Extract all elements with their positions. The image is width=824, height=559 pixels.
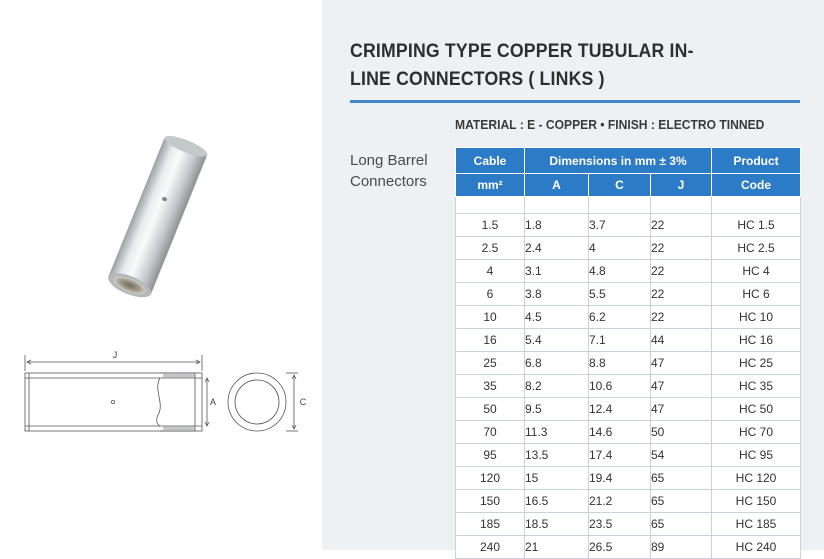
dim-c-cell: 12.4 [589,398,651,421]
dim-c-cell: 14.6 [589,421,651,444]
dim-a-cell: 1.8 [525,214,589,237]
table-row [456,306,801,329]
header-col-a: A [525,174,589,197]
dim-a-cell: 4.5 [525,306,589,329]
table-row [456,214,801,237]
table-row [456,421,801,444]
header-cable: Cable [456,148,525,174]
table-row [456,398,801,421]
dim-a-cell: 21 [525,536,589,559]
page-title [350,38,741,94]
product-code-cell: HC 240 [712,536,801,559]
dim-a-cell: 3.1 [525,260,589,283]
dim-a-cell: 13.5 [525,444,589,467]
material-finish-note: MATERIAL : E - COPPER • FINISH : ELECTRO TINNED [455,117,765,132]
dim-j-cell: 50 [651,421,712,444]
dim-c-cell: 19.4 [589,467,651,490]
dim-j-cell: 89 [651,536,712,559]
header-dimensions: Dimensions in mm ± 3% [525,148,712,174]
cable-size-cell: 35 [456,375,525,398]
dim-c-cell: 17.4 [589,444,651,467]
dim-a-cell: 9.5 [525,398,589,421]
cable-size-cell: 16 [456,329,525,352]
cable-size-cell: 120 [456,467,525,490]
product-code-cell: HC 95 [712,444,801,467]
dim-c-cell: 4 [589,237,651,260]
product-code-cell: HC 70 [712,421,801,444]
product-code-cell: HC 4 [712,260,801,283]
table-row [456,237,801,260]
header-product: Product [712,148,801,174]
table-row [456,490,801,513]
dim-c-cell: 21.2 [589,490,651,513]
dim-j-cell: 22 [651,306,712,329]
product-code-cell: HC 6 [712,283,801,306]
table-row [456,467,801,490]
dim-a-cell: 15 [525,467,589,490]
dim-c-cell: 10.6 [589,375,651,398]
header-code: Code [712,174,801,197]
table-row [456,444,801,467]
product-code-cell: HC 120 [712,467,801,490]
dim-j-cell: 65 [651,490,712,513]
table-row [456,352,801,375]
table-spacer-row [456,197,801,214]
dim-c-cell: 4.8 [589,260,651,283]
label-c: C [299,397,307,407]
table-row [456,260,801,283]
title-line-1: CRIMPING TYPE COPPER TUBULAR IN- [350,41,694,62]
dim-c-cell: 6.2 [589,306,651,329]
dim-a-cell: 8.2 [525,375,589,398]
product-code-cell: HC 185 [712,513,801,536]
table-row [456,375,801,398]
cable-size-cell: 95 [456,444,525,467]
product-code-cell: HC 16 [712,329,801,352]
product-subheading [350,150,460,192]
dim-c-cell: 8.8 [589,352,651,375]
spec-table-body [456,197,801,559]
dim-j-cell: 54 [651,444,712,467]
dim-a-cell: 18.5 [525,513,589,536]
dimension-drawing [15,345,320,445]
header-col-c: C [589,174,651,197]
table-row [456,329,801,352]
product-code-cell: HC 10 [712,306,801,329]
cable-size-cell: 240 [456,536,525,559]
dim-c-cell: 23.5 [589,513,651,536]
cable-size-cell: 6 [456,283,525,306]
product-code-cell: HC 2.5 [712,237,801,260]
product-code-cell: HC 25 [712,352,801,375]
table-row [456,513,801,536]
title-divider [350,100,800,103]
cable-size-cell: 1.5 [456,214,525,237]
dim-a-cell: 6.8 [525,352,589,375]
product-code-cell: HC 1.5 [712,214,801,237]
label-j: J [112,350,118,360]
table-row [456,536,801,559]
dim-j-cell: 22 [651,237,712,260]
header-col-j: J [651,174,712,197]
dim-c-cell: 7.1 [589,329,651,352]
header-cable-unit: mm² [456,174,525,197]
dim-j-cell: 22 [651,260,712,283]
dim-a-cell: 16.5 [525,490,589,513]
dim-j-cell: 22 [651,283,712,306]
dim-a-cell: 11.3 [525,421,589,444]
spec-table [455,147,801,559]
cable-size-cell: 150 [456,490,525,513]
product-code-cell: HC 150 [712,490,801,513]
product-code-cell: HC 50 [712,398,801,421]
title-line-2: LINE CONNECTORS ( LINKS ) [350,69,605,90]
table-row [456,283,801,306]
dim-j-cell: 44 [651,329,712,352]
connector-photo [55,125,265,315]
cable-size-cell: 2.5 [456,237,525,260]
dim-j-cell: 22 [651,214,712,237]
dim-j-cell: 47 [651,398,712,421]
dim-a-cell: 2.4 [525,237,589,260]
cable-size-cell: 70 [456,421,525,444]
subheading-line-1: Long Barrel [350,152,428,169]
label-a: A [209,397,217,407]
cable-size-cell: 25 [456,352,525,375]
dim-j-cell: 47 [651,375,712,398]
dim-a-cell: 5.4 [525,329,589,352]
dim-c-cell: 5.5 [589,283,651,306]
subheading-line-2: Connectors [350,173,427,190]
dim-a-cell: 3.8 [525,283,589,306]
dim-j-cell: 65 [651,513,712,536]
dim-c-cell: 3.7 [589,214,651,237]
dim-c-cell: 26.5 [589,536,651,559]
cable-size-cell: 50 [456,398,525,421]
dim-j-cell: 65 [651,467,712,490]
cable-size-cell: 10 [456,306,525,329]
cable-size-cell: 185 [456,513,525,536]
dim-j-cell: 47 [651,352,712,375]
product-code-cell: HC 35 [712,375,801,398]
cable-size-cell: 4 [456,260,525,283]
